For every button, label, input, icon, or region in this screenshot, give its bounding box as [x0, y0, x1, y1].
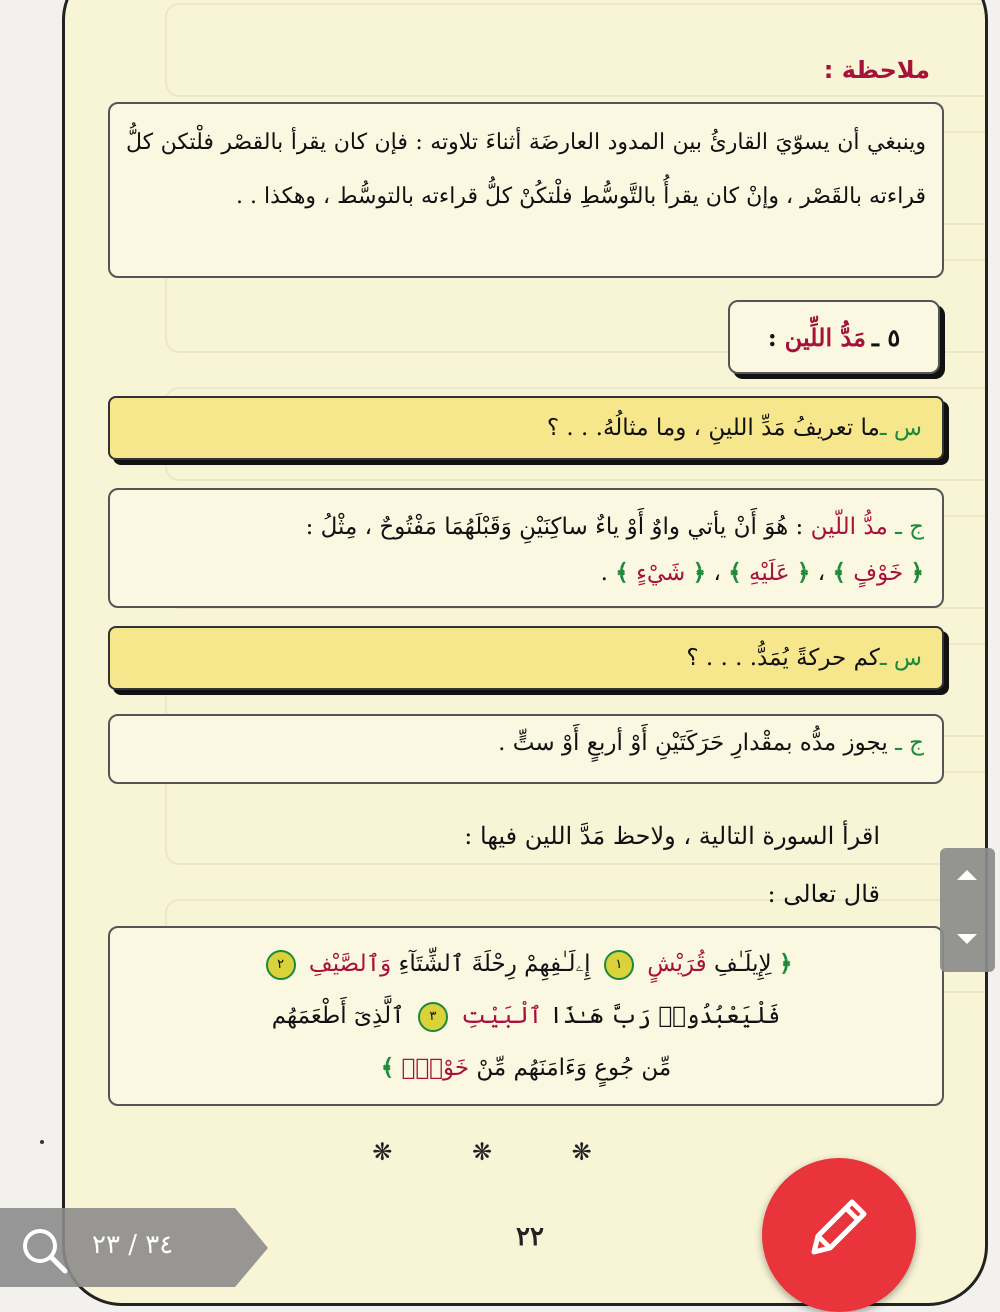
- margin-dot: [40, 1140, 44, 1144]
- question-1-text: ما تعريفُ مَدِّ اللينِ ، وما مثالُهُ. . . ؟: [546, 415, 880, 441]
- page-count: ٣٤ / ٢٣: [92, 1230, 174, 1260]
- intro-text: قال تعالى :: [767, 880, 880, 908]
- question-1-marker: س ـ: [879, 415, 922, 441]
- section-colon: :: [767, 322, 777, 352]
- example-1: خَوْفٍ: [853, 560, 904, 586]
- instruction-text: اقرأ السورة التالية ، ولاحظ مَدَّ اللين فيها :: [464, 822, 880, 850]
- example-3: شَيْءٍ: [636, 560, 686, 586]
- quran-line-1: ﴿ لِإِيلَـٰفِ قُرَيْشٍ ١ إِۦلَـٰفِهِمْ رِحْلَةَ ٱلشِّتَآءِ وَٱلصَّيْفِ ٢: [128, 938, 924, 990]
- chevron-up-icon[interactable]: [957, 870, 977, 880]
- ayah-number-1: ١: [604, 950, 634, 980]
- section-divider-stars: ❋ ❋ ❋: [372, 1138, 628, 1166]
- question-2-text: كم حركةً يُمَدُّ. . . . ؟: [686, 645, 880, 671]
- search-icon[interactable]: [20, 1226, 70, 1276]
- question-2: [108, 626, 944, 690]
- pencil-icon: [802, 1190, 876, 1264]
- quran-line-3: مِّن جُوعٍ وَءَامَنَهُم مِّنْ خَوْفٍۭ ﴾: [380, 1054, 672, 1081]
- question-1: [108, 396, 944, 460]
- ayah-number-3: ٣: [418, 1002, 448, 1032]
- annotate-button[interactable]: [762, 1158, 916, 1312]
- answer-1: ج ـ مدُّ اللّين : هُوَ أَنْ يأتي واوٌ أَوْ ياءٌ ساكِنَيْنِ وَقَبْلَهُمَا مَفْتُوحٌ ، مِثْلُ : ﴿ خَوْفٍ ﴾ ، ﴿ عَلَيْهِ ﴾ ، ﴿ شَيْءٍ ﴾ .: [108, 488, 944, 608]
- page-scroll-control: [940, 848, 995, 972]
- answer-1-term: مدُّ اللّين: [810, 514, 888, 540]
- section-heading: [728, 300, 940, 374]
- page-number: ٢٢: [516, 1222, 544, 1252]
- answer-2-text: يجوز مدُّه بمقْدارِ حَرَكَتَيْنِ أَوْ أربعٍ أَوْ ستٍّ .: [498, 730, 888, 756]
- answer-2-marker: ج ـ: [895, 730, 924, 756]
- note-box: [108, 102, 944, 278]
- section-title: مَدُّ اللِّين: [784, 322, 866, 352]
- example-2: عَلَيْهِ: [748, 560, 790, 586]
- quran-line-2: فَلْيَعْبُدُوا۟ رَبَّ هَـٰذَا ٱلْبَيْتِ ٣ ٱلَّذِىٓ أَطْعَمَهُم: [128, 990, 924, 1042]
- section-number: ٥ ـ: [871, 322, 901, 352]
- answer-2: [108, 714, 944, 784]
- ayah-number-2: ٢: [266, 950, 296, 980]
- question-2-marker: س ـ: [879, 645, 922, 671]
- note-text: وينبغي أن يسوّيَ القارئُ بين المدود العارضَة أثناءَ تلاوته : فإن كان يقرأ بالقصْر فلْتكن كلُّ قراءته بالقَصْر ، وإنْ كان يقرأُ بالتَّوسُّطِ فلْتكُنْ كلُّ قراءته بالتوسُّط ، وهكذا . .: [126, 130, 926, 209]
- quran-box: [108, 926, 944, 1106]
- answer-1-text: : هُوَ أَنْ يأتي واوٌ أَوْ ياءٌ ساكِنَيْنِ وَقَبْلَهُمَا مَفْتُوحٌ ، مِثْلُ :: [305, 514, 804, 540]
- chevron-down-icon[interactable]: [957, 934, 977, 944]
- note-title: ملاحظة :: [823, 56, 930, 84]
- answer-1-marker: ج ـ: [895, 514, 924, 540]
